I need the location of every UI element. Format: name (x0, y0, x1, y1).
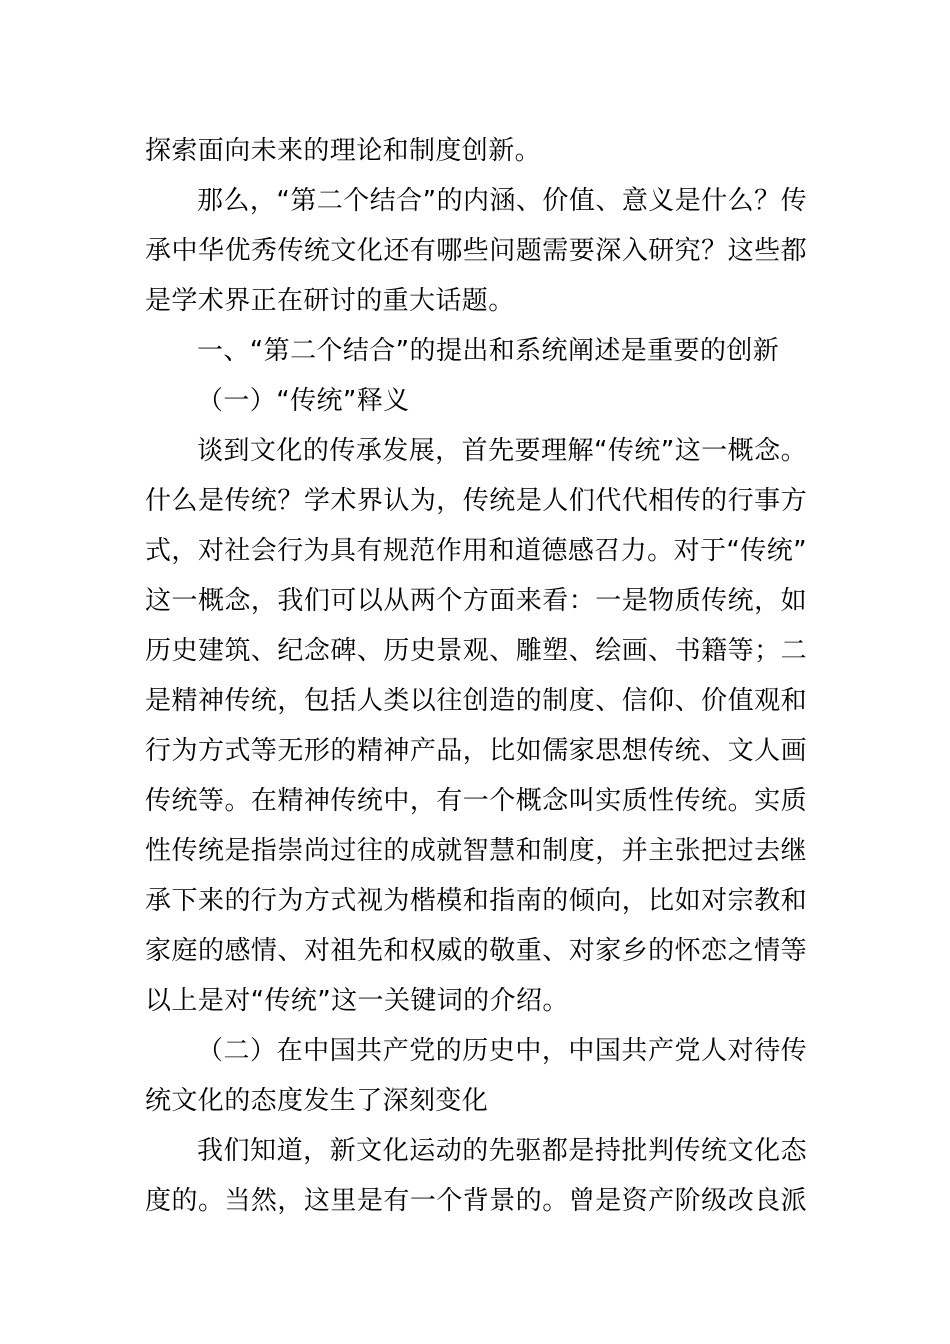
paragraph-line: 什么是传统？学术界认为，传统是人们代代相传的行事方 (145, 486, 807, 516)
paragraph-line: 是精神传统，包括人类以往创造的制度、信仰、价值观和 (145, 686, 807, 716)
subsection-heading: （二）在中国共产党的历史中，中国共产党人对待传 (197, 1036, 807, 1066)
subsection-heading: 统文化的态度发生了深刻变化 (145, 1086, 489, 1116)
subsection-heading: （一）“传统”释义 (197, 386, 410, 416)
paragraph-line: 是学术界正在研讨的重大话题。 (145, 286, 515, 316)
paragraph-line: 度的。当然，这里是有一个背景的。曾是资产阶级改良派 (145, 1186, 807, 1216)
paragraph-line: 谈到文化的传承发展，首先要理解“传统”这一概念。 (197, 436, 807, 466)
paragraph-line: 式，对社会行为具有规范作用和道德感召力。对于“传统” (145, 536, 807, 566)
paragraph-line: 探索面向未来的理论和制度创新。 (145, 136, 542, 166)
paragraph-line: 这一概念，我们可以从两个方面来看：一是物质传统，如 (145, 586, 807, 616)
paragraph-line: 我们知道，新文化运动的先驱都是持批判传统文化态 (197, 1136, 807, 1166)
paragraph-line: 行为方式等无形的精神产品，比如儒家思想传统、文人画 (145, 736, 807, 766)
paragraph-line: 家庭的感情、对祖先和权威的敬重、对家乡的怀恋之情等 (145, 936, 807, 966)
document-body (145, 126, 807, 1226)
paragraph-line: 承下来的行为方式视为楷模和指南的倾向，比如对宗教和 (145, 886, 807, 916)
paragraph-line: 性传统是指崇尚过往的成就智慧和制度，并主张把过去继 (145, 836, 807, 866)
paragraph-line: 那么，“第二个结合”的内涵、价值、意义是什么？传 (197, 186, 807, 216)
section-heading: 一、“第二个结合”的提出和系统阐述是重要的创新 (197, 336, 780, 366)
paragraph-line: 传统等。在精神传统中，有一个概念叫实质性传统。实质 (145, 786, 807, 816)
paragraph-line: 承中华优秀传统文化还有哪些问题需要深入研究？这些都 (145, 236, 807, 266)
paragraph-line: 以上是对“传统”这一关键词的介绍。 (145, 986, 569, 1016)
paragraph-line: 历史建筑、纪念碑、历史景观、雕塑、绘画、书籍等；二 (145, 636, 807, 666)
